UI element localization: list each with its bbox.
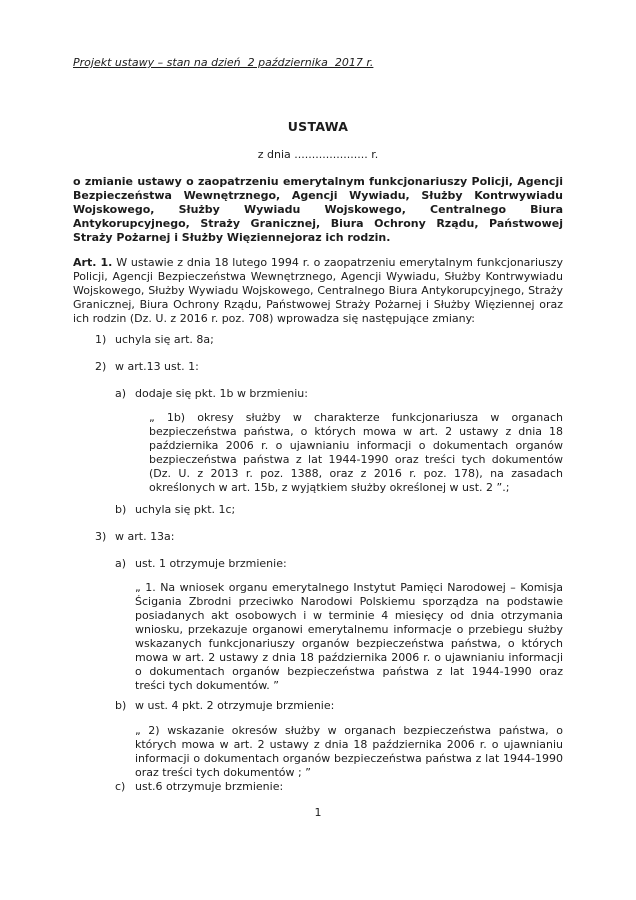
quoted-provision-1b: „ 1b) okresy służby w charakterze funkcjonariusza w organach bezpieczeństwa państwa, o których mowa w art. 2 ustawy z dnia 18 października 2006 r. o ujawnianiu informacji o dokumentach organów bezpieczeństwa państwa z lat 1944-1990 oraz treści tych dokumentów (Dz. U. z 2013 r. poz. 1388, oraz z 2016 r. poz. 178), na zasadach określonych w art. 15b, z wyjątkiem służby określonej w ust. 2 ”.; xyxy=(149,411,563,494)
list-item-2b xyxy=(115,503,563,517)
list-item-2a xyxy=(115,387,563,401)
amendments-list xyxy=(73,333,563,794)
law-subject: o zmianie ustawy o zaopatrzeniu emerytalnym funkcjonariuszy Policji, Agencji Bezpieczeństwa Wewnętrznego, Agencji Wywiadu, Służby Kontrwywiadu Wojskowego, Służby Wywiadu Wojskowego, Centralnego Biura Antykorupcyjnego, Straży Granicznej, Biura Ochrony Rządu, Państwowej Straży Pożarnej i Służby Więziennejoraz ich rodzin. xyxy=(73,175,563,244)
article-1-paragraph xyxy=(73,256,563,326)
list-item-3c xyxy=(115,780,563,794)
list-item-number: c) xyxy=(115,780,126,793)
list-item-2 xyxy=(95,360,563,374)
list-item-number: 1) xyxy=(95,333,107,346)
list-item-text: uchyla się art. 8a; xyxy=(115,333,214,346)
article-1-label: Art. 1. xyxy=(73,256,113,269)
list-item-3 xyxy=(95,530,563,544)
quoted-provision-pkt2: „ 2) wskazanie okresów służby w organach bezpieczeństwa państwa, o których mowa w art. 2 ustawy z dnia 18 października 2006 r. o ujawnianiu informacji o dokumentach organów bezpieczeństwa państwa z lat 1944-1990 oraz treści tych dokumentów ; ” xyxy=(135,724,563,779)
list-item-number: b) xyxy=(115,503,127,516)
list-item-number: b) xyxy=(115,699,127,712)
list-item-1 xyxy=(95,333,563,347)
law-title: USTAWA xyxy=(287,119,349,134)
list-item-text: w art.13 ust. 1: xyxy=(115,360,199,373)
page-number: 1 xyxy=(314,806,322,819)
list-item-number: 3) xyxy=(95,530,107,543)
list-item-number: 2) xyxy=(95,360,107,373)
quoted-provision-ust1: „ 1. Na wniosek organu emerytalnego Instytut Pamięci Narodowej – Komisja Ścigania Zbrodni przeciwko Narodowi Polskiemu sporządza na podstawie posiadanych akt osobowych i w terminie 4 miesięcy od dnia otrzymania wniosku, przekazuje organowi emerytalnemu informacje o przebiegu służby wskazanych funkcjonariuszy organów bezpieczeństwa państwa, o których mowa w art. 2 ustawy z dnia 18 października 2006 r. o ujawnianiu informacji o dokumentach organów bezpieczeństwa państwa z lat 1944-1990 oraz treści tych dokumentów. ” xyxy=(135,581,563,692)
list-item-text: w ust. 4 pkt. 2 otrzymuje brzmienie: xyxy=(135,699,335,712)
list-item-text: dodaje się pkt. 1b w brzmieniu: xyxy=(135,387,308,400)
list-item-text: w art. 13a: xyxy=(115,530,175,543)
list-item-text: ust. 1 otrzymuje brzmienie: xyxy=(135,557,287,570)
date-line: z dnia ..................... r. xyxy=(257,148,379,161)
list-item-number: a) xyxy=(115,557,127,570)
list-item-text: uchyla się pkt. 1c; xyxy=(135,503,236,516)
list-item-number: a) xyxy=(115,387,127,400)
list-item-text: ust.6 otrzymuje brzmienie: xyxy=(135,780,284,793)
draft-status-note-text: Projekt ustawy – stan na dzień 2 października 2017 r. xyxy=(73,56,374,69)
list-item-3b xyxy=(115,699,563,713)
list-item-3a xyxy=(115,557,563,571)
article-1-body: W ustawie z dnia 18 lutego 1994 r. o zaopatrzeniu emerytalnym funkcjonariuszy Policji, Agencji Bezpieczeństwa Wewnętrznego, Agencji Wywiadu, Służby Kontrwywiadu Wojskowego, Służby Wywiadu Wojskowego, Centralnego Biura Antykorupcyjnego, Straży Granicznej, Biura Ochrony Rządu, Państwowej Straży Pożarnej i Służby Więziennej oraz ich rodzin (Dz. U. z 2016 r. poz. 708) wprowadza się następujące zmiany: xyxy=(73,256,563,325)
draft-status-note xyxy=(73,56,563,70)
